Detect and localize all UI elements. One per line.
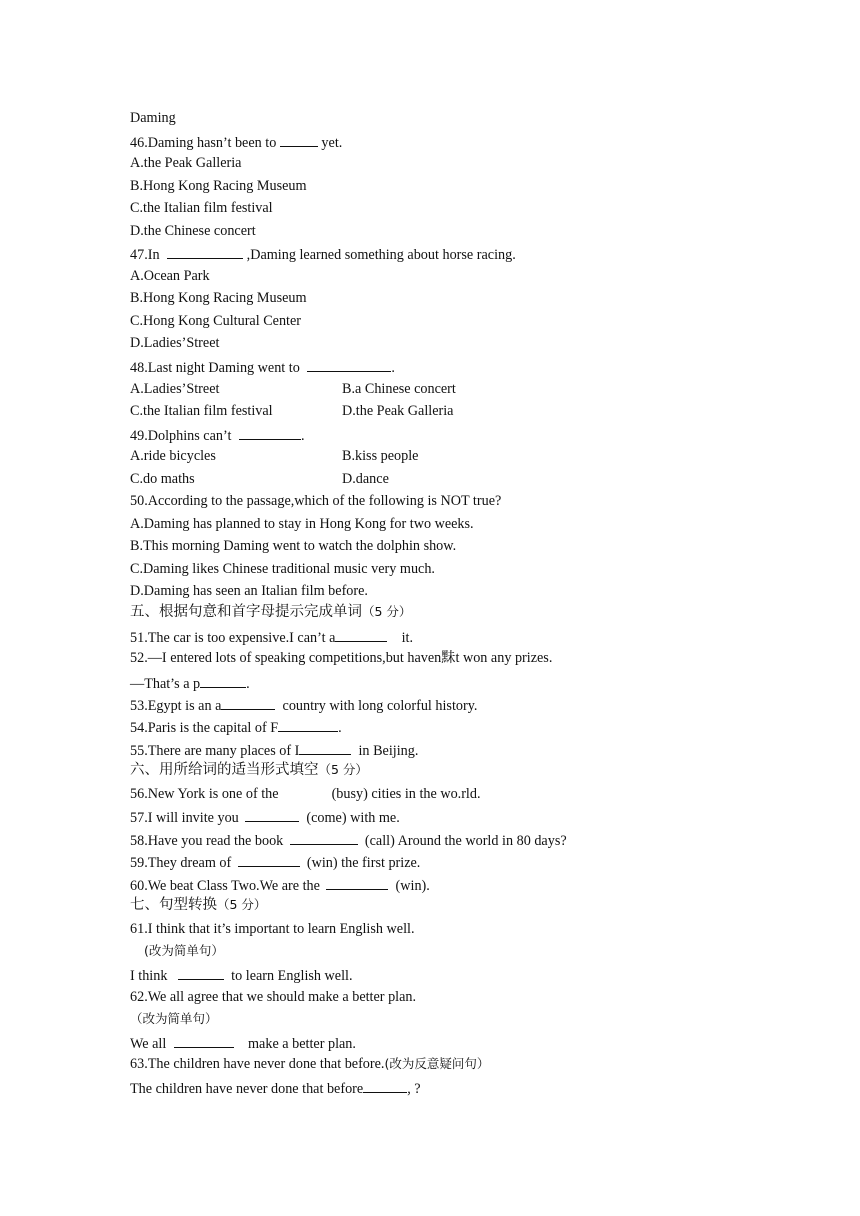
question-55: 55.There are many places of I in Beijing. (130, 740, 418, 760)
section-5-heading: 五、根据句意和首字母提示完成单词（5 分） (130, 604, 412, 620)
question-48: 48.Last night Daming went to . (130, 357, 395, 377)
option-46d: D.the Chinese concert (130, 223, 256, 239)
option-50d: D.Daming has seen an Italian film before. (130, 583, 368, 599)
question-63-answer: The children have never done that before , ? (130, 1078, 421, 1098)
question-53: 53.Egypt is an a country with long colorful history. (130, 695, 477, 715)
answer-blank[interactable] (307, 357, 391, 372)
answer-blank[interactable] (335, 627, 387, 642)
question-47: 47.In ,Daming learned something about horse racing. (130, 244, 516, 264)
option-48c: C.the Italian film festival (130, 403, 273, 419)
answer-blank[interactable] (167, 244, 243, 259)
question-54: 54.Paris is the capital of F . (130, 717, 342, 737)
question-62-instruction: （改为简单句） (130, 1011, 218, 1026)
question-50: 50.According to the passage,which of the following is NOT true? (130, 493, 502, 509)
option-49c: C.do maths (130, 471, 195, 487)
question-59: 59.They dream of (win) the first prize. (130, 852, 420, 872)
question-60: 60.We beat Class Two.We are the (win). (130, 875, 430, 895)
question-57: 57.I will invite you (come) with me. (130, 807, 400, 827)
option-50b: B.This morning Daming went to watch the dolphin show. (130, 538, 457, 554)
option-47d: D.Ladies’Street (130, 335, 220, 351)
option-48b: B.a Chinese concert (342, 381, 456, 397)
answer-blank[interactable] (200, 673, 246, 688)
answer-blank[interactable] (363, 1078, 407, 1093)
answer-blank[interactable] (178, 965, 224, 980)
option-48d: D.the Peak Galleria (342, 403, 454, 419)
answer-blank[interactable] (174, 1033, 234, 1048)
answer-blank[interactable] (238, 852, 300, 867)
option-46a: A.the Peak Galleria (130, 155, 242, 171)
option-47b: B.Hong Kong Racing Museum (130, 290, 307, 306)
option-49d: D.dance (342, 471, 389, 487)
option-50a: A.Daming has planned to stay in Hong Kong for two weeks. (130, 516, 474, 532)
question-61-answer: I think to learn English well. (130, 965, 353, 985)
answer-blank[interactable] (299, 740, 351, 755)
question-63: 63.The children have never done that before.(改为反意疑问句） (130, 1056, 490, 1072)
question-49: 49.Dolphins can’t . (130, 425, 305, 445)
section-6-heading: 六、用所给词的适当形式填空（5 分） (130, 762, 368, 778)
answer-blank[interactable] (221, 695, 275, 710)
option-49a: A.ride bicycles (130, 448, 216, 464)
option-50c: C.Daming likes Chinese traditional music very much. (130, 561, 435, 577)
question-61: 61.I think that it’s important to learn English well. (130, 921, 415, 937)
option-48a: A.Ladies’Street (130, 381, 220, 397)
answer-blank[interactable] (280, 132, 318, 147)
answer-blank[interactable] (245, 807, 299, 822)
answer-blank[interactable] (326, 875, 388, 890)
answer-blank[interactable] (239, 425, 301, 440)
question-52-response: —That’s a p . (130, 673, 250, 693)
option-46c: C.the Italian film festival (130, 200, 273, 216)
intro-text: Daming (130, 110, 176, 126)
option-47c: C.Hong Kong Cultural Center (130, 313, 302, 329)
question-56: 56.New York is one of the (busy) cities in the wo.rld. (130, 786, 481, 802)
answer-blank[interactable] (290, 830, 358, 845)
question-46: 46.Daming hasn’t been to yet. (130, 132, 342, 152)
question-62-answer: We all make a better plan. (130, 1033, 356, 1053)
option-46b: B.Hong Kong Racing Museum (130, 178, 307, 194)
question-61-instruction: (改为简单句） (144, 943, 224, 958)
question-51: 51.The car is too expensive.I can’t a it. (130, 627, 413, 647)
option-49b: B.kiss people (342, 448, 419, 464)
question-58: 58.Have you read the book (call) Around the world in 80 days? (130, 830, 567, 850)
section-7-heading: 七、句型转换（5 分） (130, 897, 267, 913)
answer-blank[interactable] (278, 717, 338, 732)
question-52: 52.—I entered lots of speaking competitions,but haven䵢t won any prizes. (130, 650, 553, 666)
option-47a: A.Ocean Park (130, 268, 210, 284)
question-62: 62.We all agree that we should make a better plan. (130, 989, 417, 1005)
